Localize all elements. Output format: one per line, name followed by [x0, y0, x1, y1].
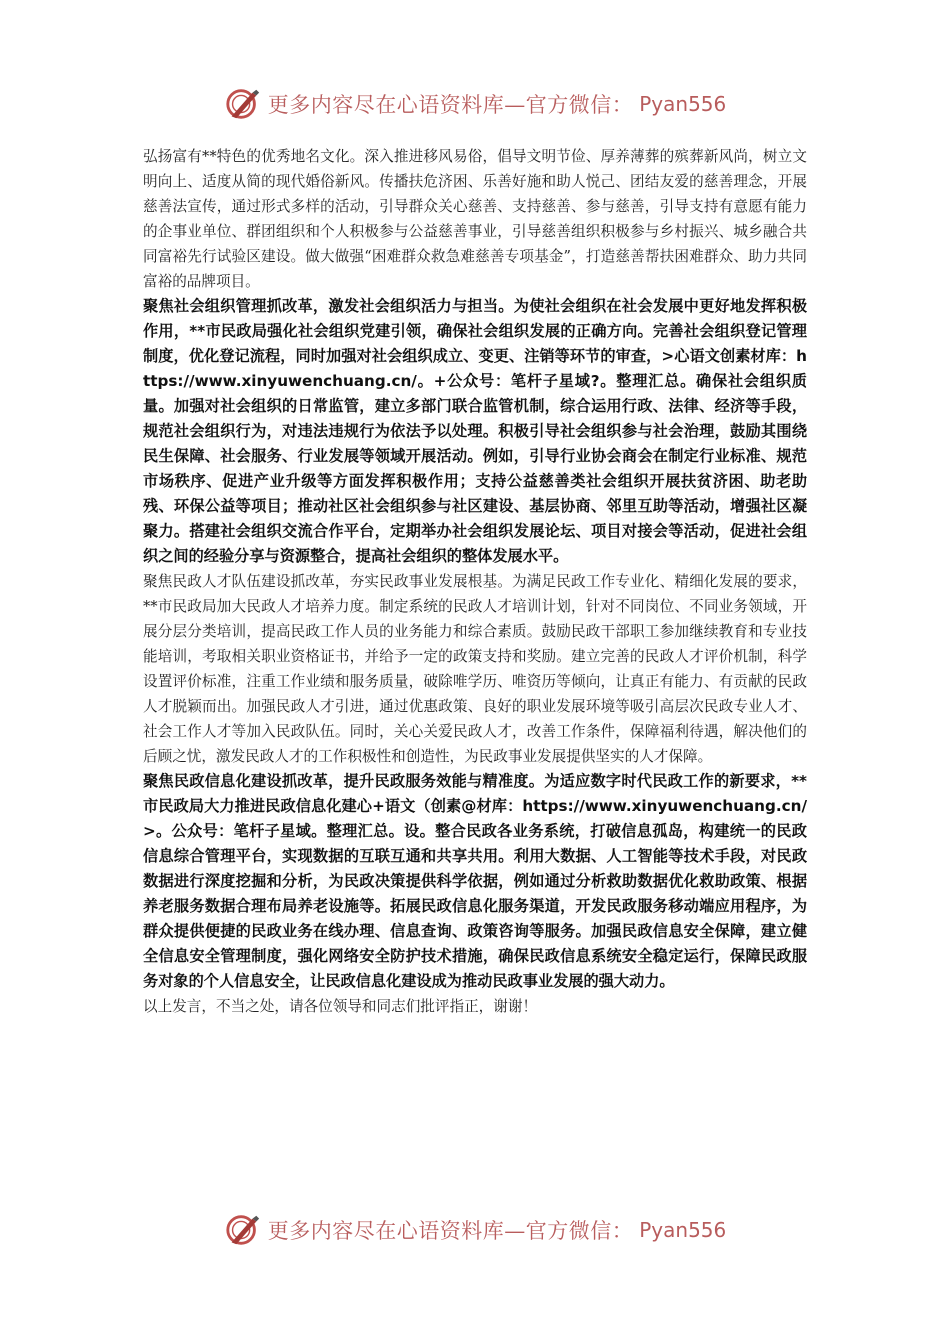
pen-logo-icon [224, 85, 262, 123]
footer-banner-text: 更多内容尽在心语资料库—官方微信： [267, 1219, 634, 1243]
pen-logo-icon [224, 1211, 262, 1249]
paragraph-culture-charity: 弘扬富有**特色的优秀地名文化。深入推进移风易俗，倡导文明节俭、厚养薄葬的殡葬新风尚，树立文明向上、适度从简的现代婚俗新风。传播扶危济困、乐善好施和助人悦己、团结友爱的慈善理念，开展慈善法宣传，通过形式多样的活动，引导群众关心慈善、支持慈善、参与慈善，引导支持有意愿有能力的企事业单位、群团组织和个人积极参与公益慈善事业，引导慈善组织积极参与乡村振兴、城乡融合共同富裕先行试验区建设。做大做强“困难群众救急难慈善专项基金”，打造慈善帮扶困难群众、助力共同富裕的品牌项目。 [143, 148, 807, 290]
header-banner-text: 更多内容尽在心语资料库—官方微信： [267, 93, 634, 117]
paragraph-closing: 以上发言，不当之处，请各位领导和同志们批评指正，谢谢！ [143, 998, 538, 1015]
paragraph-informatization: 聚焦民政信息化建设抓改革，提升民政服务效能与精准度。为适应数字时代民政工作的新要求，**市民政局大力推进民政信息化建心+语文（创素@材库：https://www.xinyuwenchuang.cn/>。公众号：笔杆子星域。整理汇总。设。整合民政各业务系统，打破信息孤岛，构建统一的民政信息综合管理平台，实现数据的互联互通和共享共用。利用大数据、人工智能等技术手段，对民政数据进行深度挖掘和分析，为民政决策提供科学依据，例如通过分析救助数据优化救助政策、根据养老服务数据合理布局养老设施等。拓展民政信息化服务渠道，开发民政服务移动端应用程序，为群众提供便捷的民政业务在线办理、信息查询、政策咨询等服务。加强民政信息安全保障，建立健全信息安全管理制度，强化网络安全防护技术措施，确保民政信息系统安全稳定运行，保障民政服务对象的个人信息安全，让民政信息化建设成为推动民政事业发展的强大动力。 [143, 772, 807, 990]
header-banner [0, 84, 950, 124]
paragraph-talent-team: 聚焦民政人才队伍建设抓改革，夯实民政事业发展根基。为满足民政工作专业化、精细化发展的要求，**市民政局加大民政人才培养力度。制定系统的民政人才培训计划，针对不同岗位、不同业务领域，开展分层分类培训，提高民政工作人员的业务能力和综合素质。鼓励民政干部职工参加继续教育和专业技能培训，考取相关职业资格证书，并给予一定的政策支持和奖励。建立完善的民政人才评价机制，科学设置评价标准，注重工作业绩和服务质量，破除唯学历、唯资历等倾向，让真正有能力、有贡献的民政人才脱颖而出。加强民政人才引进，通过优惠政策、良好的职业发展环境等吸引高层次民政专业人才、社会工作人才等加入民政队伍。同时，关心关爱民政人才，改善工作条件，保障福利待遇，解决他们的后顾之忧，激发民政人才的工作积极性和创造性，为民政事业发展提供坚实的人才保障。 [143, 573, 807, 765]
header-wechat-id: Pyan556 [639, 92, 727, 116]
paragraph-social-organization: 聚焦社会组织管理抓改革，激发社会组织活力与担当。为使社会组织在社会发展中更好地发挥积极作用，**市民政局强化社会组织党建引领，确保社会组织发展的正确方向。完善社会组织登记管理制度，优化登记流程，同时加强对社会组织成立、变更、注销等环节的审查，>心语文创素材库：https://www.xinyuwenchuang.cn/。+公众号：笔杆子星域?。整理汇总。确保社会组织质量。加强对社会组织的日常监管，建立多部门联合监管机制，综合运用行政、法律、经济等手段，规范社会组织行为，对违法违规行为依法予以处理。积极引导社会组织参与社会治理，鼓励其围绕民生保障、社会服务、行业发展等领域开展活动。例如，引导行业协会商会在制定行业标准、规范市场秩序、促进产业升级等方面发挥积极作用；支持公益慈善类社会组织开展扶贫济困、助老助残、环保公益等项目；推动社区社会组织参与社区建设、基层协商、邻里互助等活动，增强社区凝聚力。搭建社会组织交流合作平台，定期举办社会组织发展论坛、项目对接会等活动，促进社会组织之间的经验分享与资源整合，提高社会组织的整体发展水平。 [143, 297, 807, 565]
document-body [143, 144, 807, 1019]
footer-banner [0, 1210, 950, 1250]
footer-wechat-id: Pyan556 [639, 1218, 727, 1242]
